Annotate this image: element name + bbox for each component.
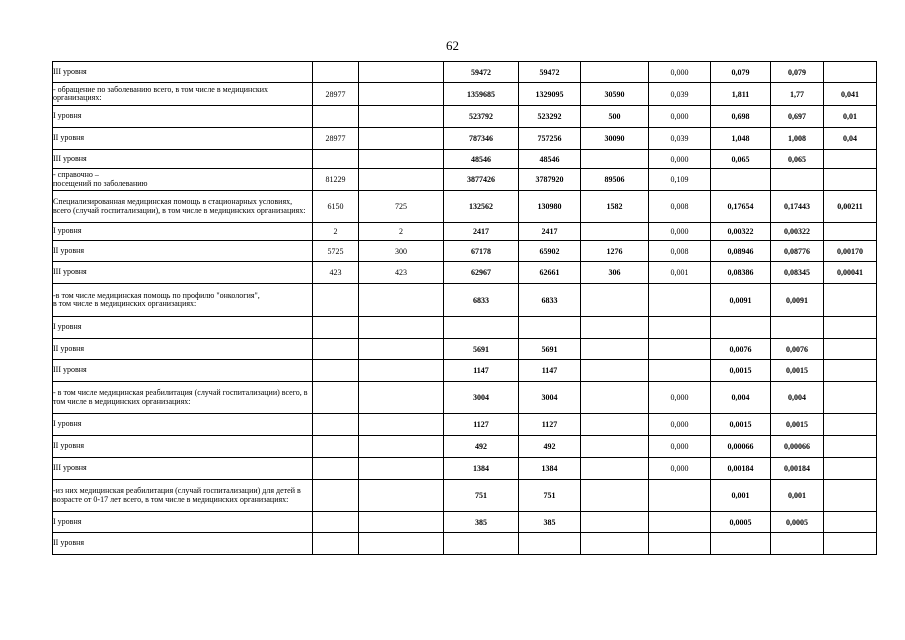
table-row bbox=[53, 284, 877, 317]
table-cell bbox=[824, 284, 877, 317]
table-cell bbox=[359, 317, 444, 339]
table-cell bbox=[711, 317, 771, 339]
row-label: III уровня bbox=[53, 360, 313, 382]
table-row bbox=[53, 360, 877, 382]
row-label: II уровня bbox=[53, 533, 313, 555]
table-cell: 2417 bbox=[519, 223, 581, 241]
row-label: III уровня bbox=[53, 62, 313, 83]
table-cell bbox=[581, 414, 649, 436]
table-row bbox=[53, 458, 877, 480]
table-cell: 1,77 bbox=[771, 83, 824, 106]
table-cell bbox=[824, 339, 877, 360]
table-cell: 0,000 bbox=[649, 458, 711, 480]
table-row bbox=[53, 436, 877, 458]
table-cell: 2 bbox=[359, 223, 444, 241]
table-cell bbox=[824, 360, 877, 382]
table-cell bbox=[581, 223, 649, 241]
table-cell: 1,048 bbox=[711, 128, 771, 150]
table-cell bbox=[581, 360, 649, 382]
table-cell bbox=[313, 106, 359, 128]
table-cell: 3787920 bbox=[519, 169, 581, 191]
table-cell bbox=[649, 339, 711, 360]
row-label: - справочно – посещений по заболеванию bbox=[53, 169, 313, 191]
table-cell: 385 bbox=[444, 512, 519, 533]
table-cell bbox=[581, 436, 649, 458]
row-label: III уровня bbox=[53, 262, 313, 284]
table-cell bbox=[771, 533, 824, 555]
table-cell bbox=[711, 169, 771, 191]
row-label: I уровня bbox=[53, 512, 313, 533]
table-cell: 0,109 bbox=[649, 169, 711, 191]
table-cell: 0,008 bbox=[649, 241, 711, 262]
row-label: I уровня bbox=[53, 223, 313, 241]
table-cell bbox=[824, 480, 877, 512]
table-row bbox=[53, 83, 877, 106]
table-cell bbox=[581, 458, 649, 480]
table-cell: 1384 bbox=[444, 458, 519, 480]
table-row bbox=[53, 191, 877, 223]
table-cell: 30590 bbox=[581, 83, 649, 106]
table-cell: 0,065 bbox=[771, 150, 824, 169]
table-row bbox=[53, 150, 877, 169]
table-cell: 67178 bbox=[444, 241, 519, 262]
table-cell: 300 bbox=[359, 241, 444, 262]
table-cell: 0,00066 bbox=[771, 436, 824, 458]
table-cell: 0,008 bbox=[649, 191, 711, 223]
table-row bbox=[53, 262, 877, 284]
table-row bbox=[53, 106, 877, 128]
table-cell: 1359685 bbox=[444, 83, 519, 106]
table-row bbox=[53, 480, 877, 512]
row-label: II уровня bbox=[53, 436, 313, 458]
table-cell: 492 bbox=[444, 436, 519, 458]
table-cell bbox=[519, 317, 581, 339]
table-cell bbox=[649, 480, 711, 512]
row-label: I уровня bbox=[53, 106, 313, 128]
table-cell bbox=[359, 128, 444, 150]
table-cell bbox=[313, 150, 359, 169]
table-body bbox=[53, 62, 877, 555]
table-cell: 89506 bbox=[581, 169, 649, 191]
table-cell bbox=[313, 317, 359, 339]
table-cell bbox=[519, 533, 581, 555]
table-cell: 1276 bbox=[581, 241, 649, 262]
table-cell: 59472 bbox=[444, 62, 519, 83]
table-cell: 0,000 bbox=[649, 62, 711, 83]
table-cell: 523792 bbox=[444, 106, 519, 128]
table-cell bbox=[824, 317, 877, 339]
table-cell: 3877426 bbox=[444, 169, 519, 191]
table-cell: 725 bbox=[359, 191, 444, 223]
table-cell: 30090 bbox=[581, 128, 649, 150]
table-cell: 1,811 bbox=[711, 83, 771, 106]
table-cell: 0,0076 bbox=[771, 339, 824, 360]
table-cell: 28977 bbox=[313, 128, 359, 150]
row-label: Специализированная медицинская помощь в стационарных условиях, всего (случай госпитализации), в том числе в медицинских организациях: bbox=[53, 191, 313, 223]
table-cell bbox=[581, 382, 649, 414]
table-row bbox=[53, 169, 877, 191]
table-cell: 0,041 bbox=[824, 83, 877, 106]
table-cell: 0,065 bbox=[711, 150, 771, 169]
table-cell bbox=[313, 382, 359, 414]
table-cell: 0,0015 bbox=[771, 360, 824, 382]
table-cell: 0,004 bbox=[771, 382, 824, 414]
table-cell: 5691 bbox=[444, 339, 519, 360]
table-row bbox=[53, 533, 877, 555]
table-cell: 0,00322 bbox=[711, 223, 771, 241]
table-cell: 0,698 bbox=[711, 106, 771, 128]
table-cell: 0,08345 bbox=[771, 262, 824, 284]
table-cell: 0,039 bbox=[649, 128, 711, 150]
table-cell bbox=[359, 360, 444, 382]
table-cell: 0,001 bbox=[649, 262, 711, 284]
table-cell bbox=[771, 169, 824, 191]
table-cell: 0,00322 bbox=[771, 223, 824, 241]
table-cell: 0,0015 bbox=[771, 414, 824, 436]
table-cell bbox=[824, 512, 877, 533]
row-label: I уровня bbox=[53, 414, 313, 436]
table-cell: 306 bbox=[581, 262, 649, 284]
table-row bbox=[53, 414, 877, 436]
table-cell: 0,00066 bbox=[711, 436, 771, 458]
table-cell bbox=[649, 512, 711, 533]
table-cell bbox=[313, 414, 359, 436]
table-cell bbox=[313, 436, 359, 458]
table-cell: 423 bbox=[313, 262, 359, 284]
table-cell bbox=[444, 533, 519, 555]
table-cell: 0,001 bbox=[771, 480, 824, 512]
table-cell bbox=[649, 533, 711, 555]
table-cell: 0,0076 bbox=[711, 339, 771, 360]
table-cell: 500 bbox=[581, 106, 649, 128]
row-label: III уровня bbox=[53, 150, 313, 169]
table-cell: 1147 bbox=[519, 360, 581, 382]
table-cell: 751 bbox=[444, 480, 519, 512]
table-cell: 130980 bbox=[519, 191, 581, 223]
table-cell bbox=[313, 339, 359, 360]
table-cell: 1582 bbox=[581, 191, 649, 223]
table-cell bbox=[313, 284, 359, 317]
table-cell bbox=[824, 169, 877, 191]
row-label: II уровня bbox=[53, 241, 313, 262]
row-label: -из них медицинская реабилитация (случай госпитализации) для детей в возрасте от 0-17 лет всего, в том числе в медицинских организациях: bbox=[53, 480, 313, 512]
table-cell bbox=[359, 284, 444, 317]
table-cell: 0,0005 bbox=[711, 512, 771, 533]
table-cell: 2 bbox=[313, 223, 359, 241]
table-cell: 1127 bbox=[519, 414, 581, 436]
table-cell bbox=[581, 533, 649, 555]
table-cell bbox=[359, 480, 444, 512]
table-cell bbox=[824, 458, 877, 480]
table-cell bbox=[824, 436, 877, 458]
table-cell: 1384 bbox=[519, 458, 581, 480]
table-cell bbox=[359, 62, 444, 83]
table-row bbox=[53, 512, 877, 533]
page-number: 62 bbox=[446, 38, 459, 53]
table-cell bbox=[359, 512, 444, 533]
table-cell: 0,08946 bbox=[711, 241, 771, 262]
table-cell bbox=[313, 533, 359, 555]
table-cell bbox=[581, 512, 649, 533]
table-cell bbox=[581, 480, 649, 512]
table-cell: 0,079 bbox=[711, 62, 771, 83]
table-cell bbox=[359, 436, 444, 458]
row-label: -в том числе медицинская помощь по профилю "онкология", в том числе в медицинских организациях: bbox=[53, 284, 313, 317]
table-cell: 6150 bbox=[313, 191, 359, 223]
table-cell: 0,00211 bbox=[824, 191, 877, 223]
table-cell bbox=[313, 458, 359, 480]
table-cell: 751 bbox=[519, 480, 581, 512]
table-cell: 6833 bbox=[444, 284, 519, 317]
table-cell bbox=[649, 317, 711, 339]
table-cell: 787346 bbox=[444, 128, 519, 150]
table-cell bbox=[444, 317, 519, 339]
table-cell: 757256 bbox=[519, 128, 581, 150]
table-cell: 1127 bbox=[444, 414, 519, 436]
table-cell: 0,004 bbox=[711, 382, 771, 414]
table-cell: 3004 bbox=[519, 382, 581, 414]
table-cell: 0,0091 bbox=[771, 284, 824, 317]
row-label: - обращение по заболеванию всего, в том числе в медицинских организациях: bbox=[53, 83, 313, 106]
table-cell: 0,08776 bbox=[771, 241, 824, 262]
row-label: I уровня bbox=[53, 317, 313, 339]
table-cell: 423 bbox=[359, 262, 444, 284]
table-cell bbox=[313, 62, 359, 83]
row-label: - в том числе медицинская реабилитация (случай госпитализации) всего, в том числе в медицинских организациях: bbox=[53, 382, 313, 414]
table-cell: 0,08386 bbox=[711, 262, 771, 284]
table-cell: 59472 bbox=[519, 62, 581, 83]
table-cell: 0,00184 bbox=[771, 458, 824, 480]
table-cell: 0,039 bbox=[649, 83, 711, 106]
table-cell: 0,001 bbox=[711, 480, 771, 512]
table-cell: 28977 bbox=[313, 83, 359, 106]
table-cell: 385 bbox=[519, 512, 581, 533]
table-row bbox=[53, 223, 877, 241]
table-cell bbox=[649, 284, 711, 317]
table-cell bbox=[771, 317, 824, 339]
table-row bbox=[53, 128, 877, 150]
table-cell: 62967 bbox=[444, 262, 519, 284]
table-cell: 0,00041 bbox=[824, 262, 877, 284]
table-cell: 0,17654 bbox=[711, 191, 771, 223]
table-cell: 5725 bbox=[313, 241, 359, 262]
table-cell bbox=[359, 382, 444, 414]
table-cell bbox=[359, 414, 444, 436]
data-table bbox=[52, 61, 877, 555]
table-cell: 0,0015 bbox=[711, 414, 771, 436]
table-cell: 0,000 bbox=[649, 414, 711, 436]
table-row bbox=[53, 317, 877, 339]
table-cell: 2417 bbox=[444, 223, 519, 241]
table-cell: 0,079 bbox=[771, 62, 824, 83]
table-cell: 65902 bbox=[519, 241, 581, 262]
table-cell bbox=[711, 533, 771, 555]
table-cell bbox=[313, 360, 359, 382]
table-cell: 3004 bbox=[444, 382, 519, 414]
table-cell: 0,0015 bbox=[711, 360, 771, 382]
table-cell bbox=[359, 150, 444, 169]
table-cell bbox=[313, 512, 359, 533]
table-cell bbox=[359, 169, 444, 191]
table-cell: 0,00170 bbox=[824, 241, 877, 262]
table-cell bbox=[359, 83, 444, 106]
table-cell bbox=[359, 106, 444, 128]
table-row bbox=[53, 382, 877, 414]
table-cell: 0,04 bbox=[824, 128, 877, 150]
table-cell: 0,00184 bbox=[711, 458, 771, 480]
table-cell: 6833 bbox=[519, 284, 581, 317]
table-cell: 1,008 bbox=[771, 128, 824, 150]
table-cell: 132562 bbox=[444, 191, 519, 223]
table-row bbox=[53, 339, 877, 360]
table-cell: 0,000 bbox=[649, 382, 711, 414]
table-cell: 5691 bbox=[519, 339, 581, 360]
table-cell bbox=[581, 317, 649, 339]
table-cell: 0,0091 bbox=[711, 284, 771, 317]
table-cell: 492 bbox=[519, 436, 581, 458]
table-cell: 0,000 bbox=[649, 436, 711, 458]
row-label: III уровня bbox=[53, 458, 313, 480]
table-cell bbox=[581, 62, 649, 83]
table-row bbox=[53, 241, 877, 262]
table-cell: 0,697 bbox=[771, 106, 824, 128]
table-cell bbox=[824, 62, 877, 83]
table-cell bbox=[581, 339, 649, 360]
table-cell: 62661 bbox=[519, 262, 581, 284]
table-cell: 81229 bbox=[313, 169, 359, 191]
table-cell: 0,01 bbox=[824, 106, 877, 128]
table-cell: 48546 bbox=[444, 150, 519, 169]
table-cell: 48546 bbox=[519, 150, 581, 169]
table-cell: 0,000 bbox=[649, 106, 711, 128]
table-cell bbox=[824, 414, 877, 436]
table-cell bbox=[824, 382, 877, 414]
table-cell bbox=[581, 284, 649, 317]
table-cell bbox=[824, 150, 877, 169]
table-row bbox=[53, 62, 877, 83]
table-cell bbox=[649, 360, 711, 382]
table-cell: 1329095 bbox=[519, 83, 581, 106]
table-cell: 0,17443 bbox=[771, 191, 824, 223]
table-cell bbox=[581, 150, 649, 169]
row-label: II уровня bbox=[53, 339, 313, 360]
table-cell bbox=[359, 339, 444, 360]
table-cell bbox=[313, 480, 359, 512]
table-cell: 523292 bbox=[519, 106, 581, 128]
table-cell bbox=[359, 533, 444, 555]
table-cell bbox=[359, 458, 444, 480]
table-cell: 0,000 bbox=[649, 150, 711, 169]
table-cell bbox=[824, 533, 877, 555]
table-cell: 0,000 bbox=[649, 223, 711, 241]
table-cell: 0,0005 bbox=[771, 512, 824, 533]
table-cell bbox=[824, 223, 877, 241]
table-cell: 1147 bbox=[444, 360, 519, 382]
row-label: II уровня bbox=[53, 128, 313, 150]
